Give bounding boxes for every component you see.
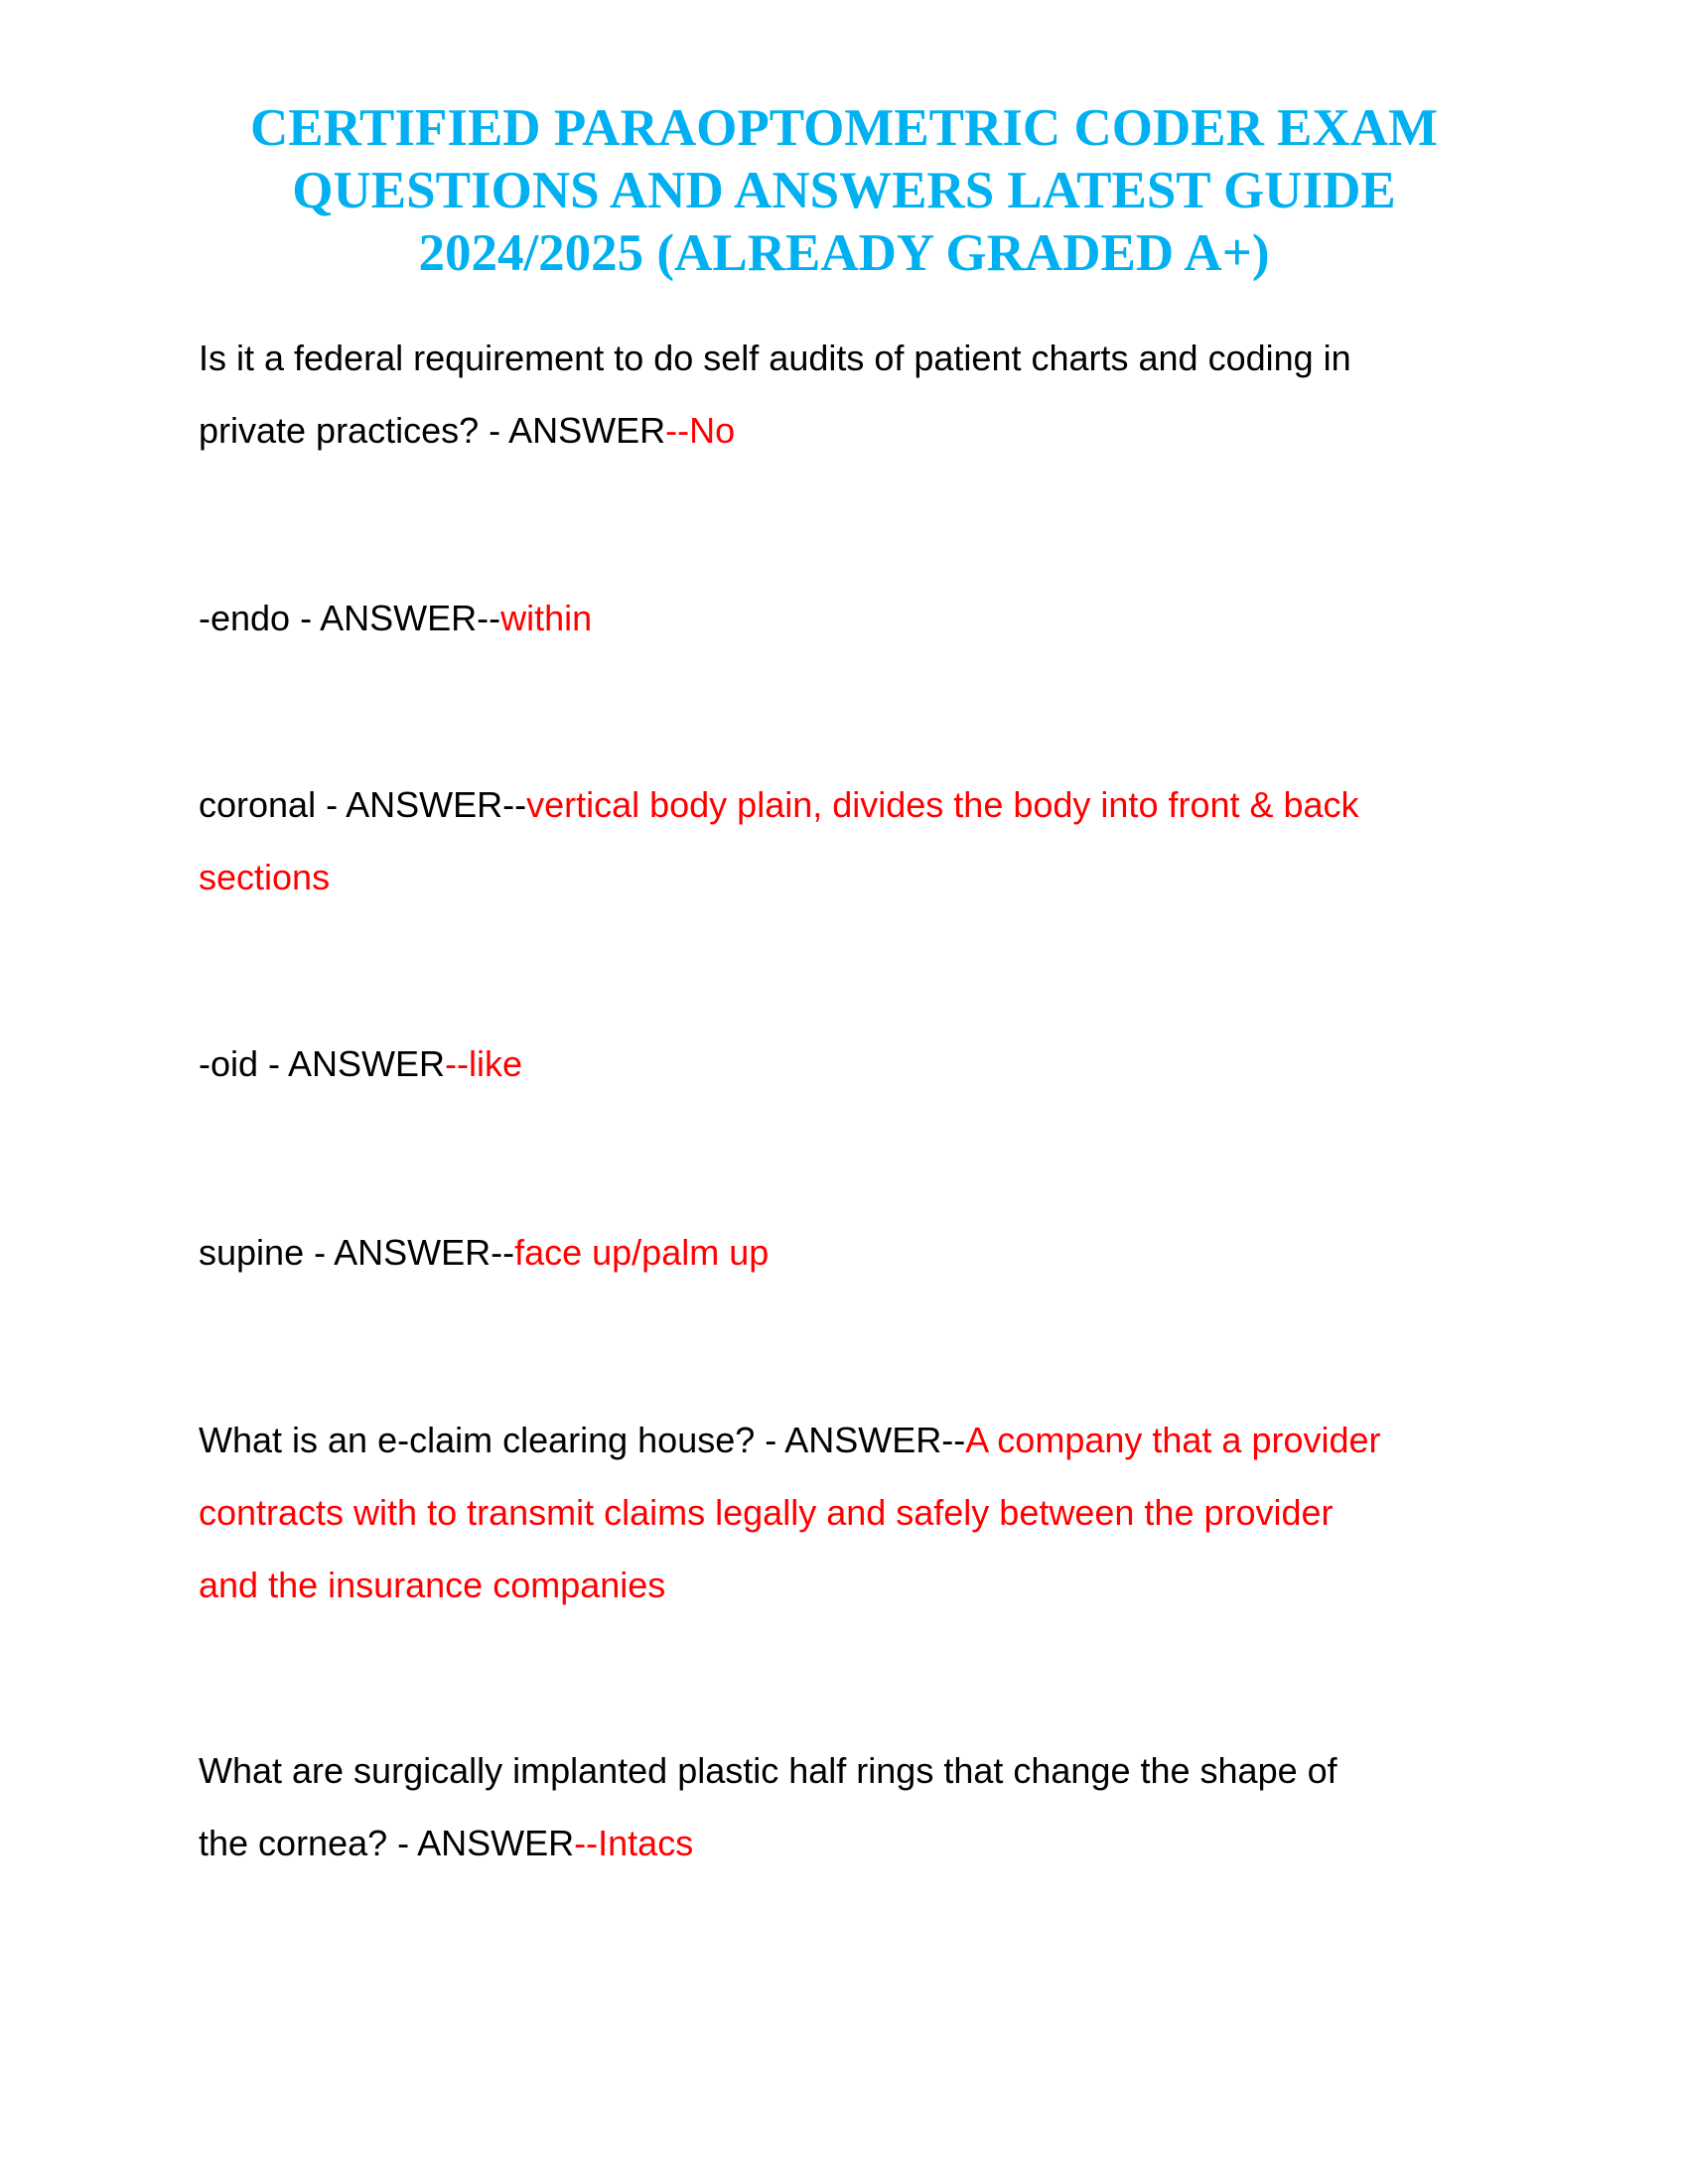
answer-dashes: -- (445, 1043, 470, 1084)
qa-item-4 (199, 1027, 1509, 1100)
question-line (199, 768, 1509, 841)
question-text: -oid (199, 1043, 259, 1084)
qa-item-2 (199, 582, 1509, 654)
answer-label: - ANSWER (755, 1420, 942, 1460)
answer-line: contracts with to transmit claims legally and safely between the provider (199, 1492, 1334, 1533)
question-text: the cornea? (199, 1823, 388, 1863)
answer-text: within (500, 598, 593, 638)
title-line: QUESTIONS AND ANSWERS LATEST GUIDE (292, 162, 1396, 219)
question-line (199, 1807, 1509, 1879)
answer-dashes: -- (574, 1823, 599, 1863)
question-line (199, 582, 1509, 654)
answer-dashes: -- (665, 410, 690, 451)
qa-item-6 (199, 1404, 1509, 1621)
answer-dashes: -- (502, 784, 527, 825)
question-line (199, 394, 1509, 467)
title-line: 2024/2025 (ALREADY GRADED A+) (418, 224, 1270, 282)
answer-label: - ANSWER (258, 1043, 446, 1084)
question-text: -endo (199, 598, 291, 638)
question-line: What are surgically implanted plastic half rings that change the shape of (199, 1750, 1337, 1791)
answer-dashes: -- (941, 1420, 966, 1460)
answer-label: - ANSWER (290, 598, 478, 638)
answer-line: and the insurance companies (199, 1565, 666, 1605)
qa-item-7 (199, 1734, 1509, 1879)
answer-text: like (469, 1043, 523, 1084)
question-text: coronal (199, 784, 317, 825)
answer-dashes: -- (477, 598, 501, 638)
answer-text: face up/palm up (514, 1232, 770, 1273)
answer-label: - ANSWER (304, 1232, 492, 1273)
answer-text: A company that a provider (965, 1420, 1381, 1460)
question-text: supine (199, 1232, 305, 1273)
answer-dashes: -- (491, 1232, 515, 1273)
answer-text: vertical body plain, divides the body into front & back (526, 784, 1359, 825)
answer-label: - ANSWER (387, 1823, 575, 1863)
question-text: private practices? (199, 410, 480, 451)
answer-text: No (689, 410, 736, 451)
question-text: What is an e-claim clearing house? (199, 1420, 756, 1460)
answer-label: - ANSWER (316, 784, 503, 825)
qa-item-5 (199, 1216, 1509, 1289)
question-line (199, 1027, 1509, 1100)
qa-item-1 (199, 322, 1509, 467)
question-line (199, 1216, 1509, 1289)
question-line (199, 1404, 1509, 1476)
answer-label: - ANSWER (479, 410, 666, 451)
question-line: Is it a federal requirement to do self audits of patient charts and coding in (199, 338, 1351, 378)
qa-item-3 (199, 768, 1509, 913)
document-title (149, 97, 1539, 285)
title-line: CERTIFIED PARAOPTOMETRIC CODER EXAM (249, 99, 1439, 157)
answer-text: Intacs (598, 1823, 694, 1863)
answer-line: sections (199, 857, 331, 897)
